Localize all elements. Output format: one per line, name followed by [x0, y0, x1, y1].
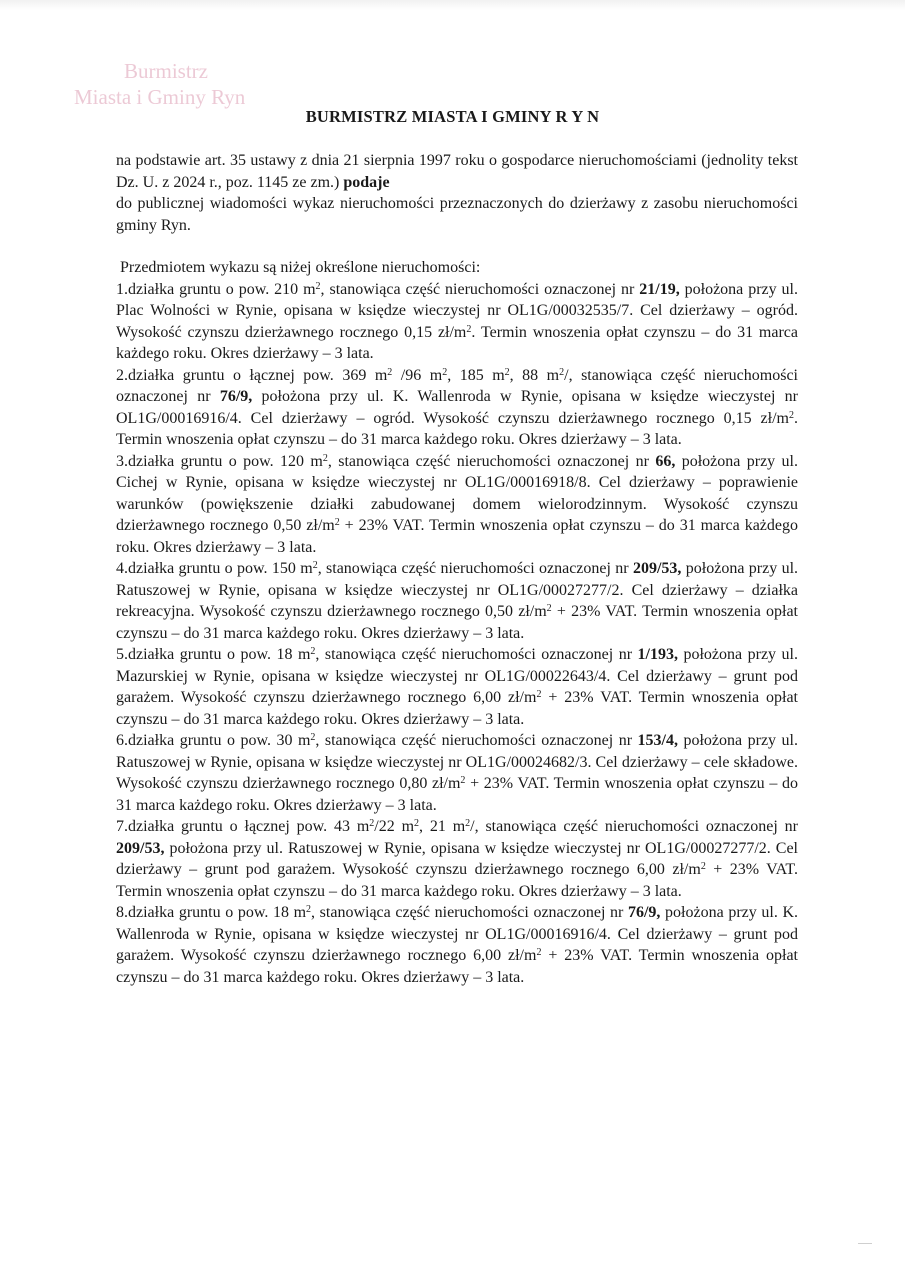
item-text: , stanowiąca część nieruchomości oznaczonej nr: [315, 732, 638, 749]
parcel-number: 1/193,: [637, 646, 678, 663]
scan-edge-shadow: [0, 0, 905, 10]
list-item: [116, 730, 798, 816]
superscript: 2: [334, 517, 340, 528]
item-text: 1.działka gruntu o pow. 210 m: [116, 280, 316, 298]
list-item: [116, 279, 798, 365]
superscript: 2: [414, 818, 420, 829]
superscript: 2: [322, 452, 328, 464]
list-item: [116, 902, 798, 988]
superscript: 2: [465, 818, 471, 829]
item-text: + 23% VAT. Termin wnoszenia opłat czynszu – do 31 marca każdego roku. Okres dzierżawy – 3 lata.: [116, 517, 799, 556]
parcel-number: 209/53,: [632, 560, 682, 577]
item-text: , stanowiąca część nieruchomości oznaczonej nr: [315, 646, 638, 663]
stamp-line-1: Burmistrz: [124, 59, 208, 83]
parcel-number: 76/9,: [627, 904, 661, 921]
superscript: 2: [306, 904, 312, 915]
superscript: 2: [536, 947, 542, 958]
list-item: [116, 816, 798, 902]
superscript: 2: [369, 818, 375, 829]
item-text: , stanowiąca część nieruchomości oznaczonej nr: [320, 280, 640, 298]
item-text: położona przy ul. Mazurskiej w Rynie, opisana w księdze wieczystej nr OL1G/00022643/4. Cel dzierżawy – grunt pod garażem. Wysokość czynszu dzierżawnego rocznego 6,00 zł/m: [116, 646, 798, 706]
parcel-number: 209/53,: [116, 839, 165, 857]
item-text: , stanowiąca część nieruchomości oznaczonej nr: [311, 904, 628, 921]
item-text: . Termin wnoszenia opłat czynszu – do 31 marca każdego roku. Okres dzierżawy – 3 lata.: [116, 323, 798, 362]
subject-line: Przedmiotem wykazu są niżej określone nieruchomości:: [120, 259, 481, 276]
item-text: , 21 m: [419, 818, 466, 835]
item-text: 5.działka gruntu o pow. 18 m: [116, 646, 311, 663]
parcel-number: 21/19,: [639, 280, 680, 298]
stamp-line-2: Miasta i Gminy Ryn: [74, 85, 246, 109]
document-title: BURMISTRZ MIASTA I GMINY R Y N: [305, 107, 600, 126]
parcel-number: 66,: [655, 452, 676, 470]
superscript: 2: [700, 861, 706, 872]
superscript: 2: [789, 409, 794, 421]
municipal-stamp: [74, 58, 274, 110]
superscript: 2: [546, 603, 552, 614]
item-text: /, stanowiąca część nieruchomości oznaczonej nr: [470, 818, 798, 835]
list-item: [116, 365, 798, 451]
list-item: [116, 558, 798, 644]
superscript: 2: [536, 689, 542, 700]
superscript: 2: [315, 280, 321, 292]
item-text: /96 m: [392, 366, 443, 384]
item-text: 4.działka gruntu o pow. 150 m: [116, 560, 313, 577]
parcel-number: 153/4,: [637, 732, 678, 749]
item-text: położona przy ul. Ratuszowej w Rynie, opisana w księdze wieczystej nr OL1G/00027277/2. Cel dzierżawy – grunt pod garażem. Wysokość czynszu dzierżawnego rocznego 6,00 zł/m: [116, 839, 798, 878]
intro-paragraph: [116, 150, 798, 193]
item-text: + 23% VAT. Termin wnoszenia opłat czynszu – do 31 marca każdego roku. Okres dzierżawy – 3 lata.: [116, 947, 798, 986]
item-text: położona przy ul. K. Wallenroda w Rynie, opisana w księdze wieczystej nr OL1G/00016916/4. Cel dzierżawy – grunt pod garażem. Wysokość czynszu dzierżawnego rocznego 6,00 zł/m: [116, 904, 799, 964]
item-text: , stanowiąca część nieruchomości oznaczonej nr: [327, 452, 656, 470]
superscript: 2: [442, 366, 448, 378]
superscript: 2: [387, 366, 393, 378]
intro-text: na podstawie art. 35 ustawy z dnia 21 sierpnia 1997 roku o gospodarce nieruchomościami (jednolity tekst Dz. U. z 2024 r., poz. 1145 ze zm.): [116, 152, 798, 191]
item-text: położona przy ul. Plac Wolności w Rynie, opisana w księdze wieczystej nr OL1G/00032535/7. Cel dzierżawy – ogród. Wysokość czynszu dzierżawnego rocznego 0,15 zł/m: [116, 280, 799, 341]
item-text: położona przy ul. Ratuszowej w Rynie, opisana w księdze wieczystej nr OL1G/00024682/3. Cel dzierżawy – cele składowe. Wysokość czynszu dzierżawnego rocznego 0,80 zł/m: [116, 732, 798, 792]
item-text: 7.działka gruntu o łącznej pow. 43 m: [116, 818, 370, 835]
document-body: [116, 150, 798, 988]
superscript: 2: [504, 366, 510, 378]
superscript: 2: [310, 646, 316, 657]
scan-mark: [858, 1243, 872, 1244]
item-text: /22 m: [374, 818, 415, 835]
superscript: 2: [460, 775, 466, 786]
list-item: [116, 644, 798, 730]
item-text: + 23% VAT. Termin wnoszenia opłat czynszu – do 31 marca każdego roku. Okres dzierżawy – 3 lata.: [116, 775, 798, 814]
item-text: 2.działka gruntu o łącznej pow. 369 m: [116, 366, 388, 384]
item-text: , 185 m: [447, 366, 505, 384]
superscript: 2: [466, 323, 472, 335]
superscript: 2: [310, 732, 316, 743]
item-text: , stanowiąca część nieruchomości oznaczonej nr: [317, 560, 633, 577]
item-text: + 23% VAT. Termin wnoszenia opłat czynszu – do 31 marca każdego roku. Okres dzierżawy – 3 lata.: [116, 689, 798, 728]
item-text: /, stanowiąca część nieruchomości oznaczonej nr: [116, 366, 798, 405]
item-text: położona przy ul. Cichej w Rynie, opisana w księdze wieczystej nr OL1G/00016918/8. Cel dzierżawy – poprawienie warunków (powiększenie działki zabudowanej domem wielorodzinnym. Wysokość czynszu dzierżawnego rocznego 0,50 zł/m: [116, 452, 798, 534]
superscript: 2: [559, 366, 565, 378]
list-item: [116, 451, 798, 559]
item-text: 3.działka gruntu o pow. 120 m: [116, 452, 323, 470]
intro-bold: podaje: [343, 173, 390, 191]
item-text: + 23% VAT. Termin wnoszenia opłat czynszu – do 31 marca każdego roku. Okres dzierżawy – 3 lata.: [116, 861, 799, 900]
parcel-number: 76/9,: [219, 388, 253, 405]
item-text: , 88 m: [509, 366, 560, 384]
item-text: . Termin wnoszenia opłat czynszu – do 31 marca każdego roku. Okres dzierżawy – 3 lata.: [116, 409, 798, 448]
item-text: położona przy ul. K. Wallenroda w Rynie, opisana w księdze wieczystej nr OL1G/00016916/4. Cel dzierżawy – ogród. Wysokość czynszu dzierżawnego rocznego 0,15 zł/m: [116, 388, 799, 427]
item-text: położona przy ul. Ratuszowej w Rynie, opisana w księdze wieczystej nr OL1G/00027277/2. Cel dzierżawy – działka rekreacyjna. Wysokość czynszu dzierżawnego rocznego 0,50 zł/m: [116, 560, 799, 620]
item-text: + 23% VAT. Termin wnoszenia opłat czynszu – do 31 marca każdego roku. Okres dzierżawy – 3 lata.: [116, 603, 798, 642]
item-text: 8.działka gruntu o pow. 18 m: [116, 904, 307, 921]
item-text: 6.działka gruntu o pow. 30 m: [116, 732, 311, 749]
intro-paragraph-2: do publicznej wiadomości wykaz nieruchomości przeznaczonych do dzierżawy z zasobu nieruchomości gminy Ryn.: [116, 195, 798, 234]
superscript: 2: [312, 560, 318, 571]
